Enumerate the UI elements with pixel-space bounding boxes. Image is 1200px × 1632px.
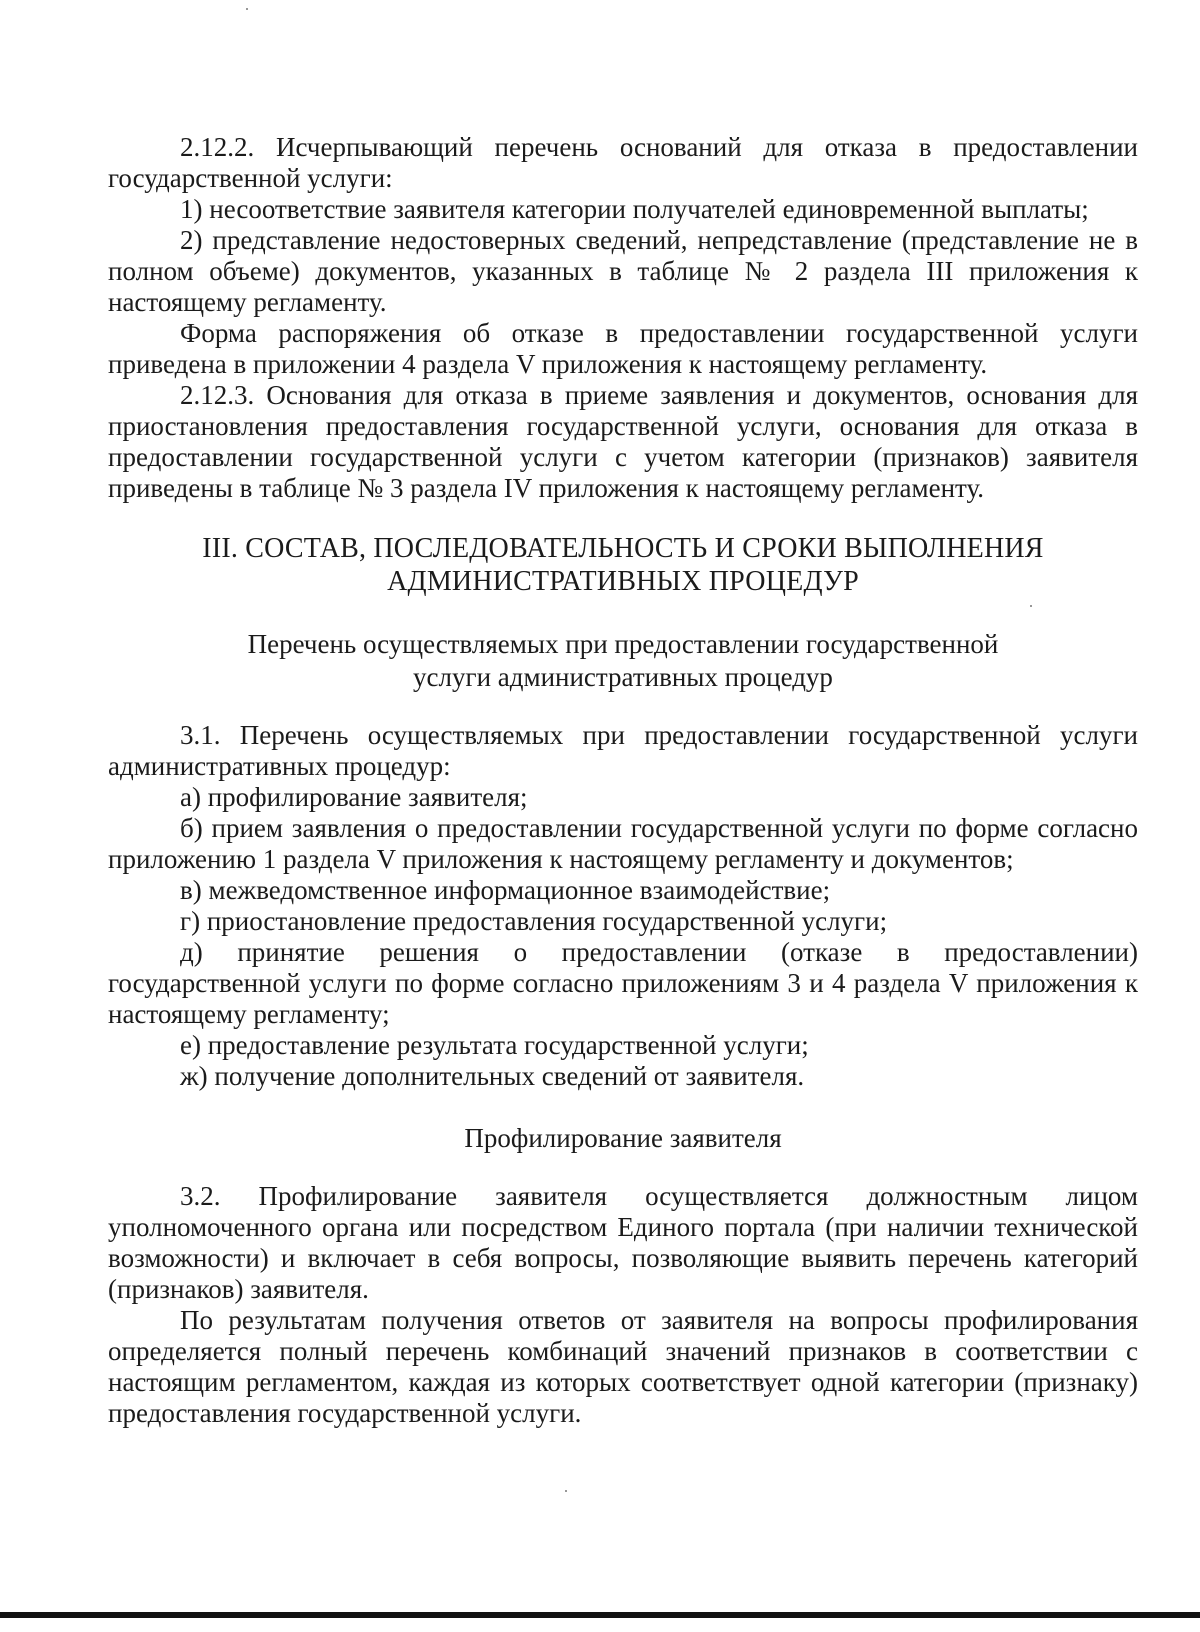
procedure-item-e: е) предоставление результата государственной услуги; [180,1030,809,1060]
section-heading-line-1: III. СОСТАВ, ПОСЛЕДОВАТЕЛЬНОСТЬ И СРОКИ ВЫПОЛНЕНИЯ [202,533,1044,564]
spacer [108,1155,1138,1181]
section-heading [108,532,1138,598]
procedure-item-zh: ж) получение дополнительных сведений от заявителя. [180,1061,805,1091]
paragraph-2-12-2: 2.12.2. Исчерпывающий перечень оснований для отказа в предоставлении государственной услуги: [108,132,1138,193]
procedure-item-v: в) межведомственное информационное взаимодействие; [180,875,831,905]
procedure-item-a: а) профилирование заявителя; [180,782,528,812]
scan-bottom-edge [0,1612,1200,1618]
procedure-item-b: б) прием заявления о предоставлении государственной услуги по форме согласно приложению 1 раздела V приложения к настоящему регламенту и документов; [108,813,1138,874]
paragraph-3-2: 3.2. Профилирование заявителя осуществляется должностным лицом уполномоченного органа или посредством Единого портала (при наличии технической возможности) и включает в себя вопросы, позволяющие выявить перечень категорий (признаков) заявителя. [108,1181,1138,1304]
paragraph-profiling-results: По результатам получения ответов от заявителя на вопросы профилирования определяется полный перечень комбинаций значений признаков в соответствии с настоящим регламентом, каждая из которых соответствует одной категории (признаку) предоставления государственной услуги. [108,1305,1138,1428]
list-item-1: 1) несоответствие заявителя категории получателей единовременной выплаты; [180,194,1089,224]
paragraph-3-1: 3.1. Перечень осуществляемых при предоставлении государственной услуги административных процедур: [108,720,1138,781]
subheading-procedures [108,628,1138,694]
procedure-item-g: г) приостановление предоставления государственной услуги; [180,906,888,936]
procedure-item-d: д) принятие решения о предоставлении (отказе в предоставлении) государственной услуги по форме согласно приложениям 3 и 4 раздела V приложения к настоящему регламенту; [108,937,1138,1029]
paragraph-2-12-3: 2.12.3. Основания для отказа в приеме заявления и документов, основания для приостановления предоставления государственной услуги, основания для отказа в предоставлении государственной услуги с учетом категории (признаков) заявителя приведены в таблице № 3 раздела IV приложения к настоящему регламенту. [108,380,1138,503]
document-page [108,132,1138,1429]
list-item-2: 2) представление недостоверных сведений, непредставление (представление не в полном объеме) документов, указанных в таблице № 2 раздела III приложения к настоящему регламенту. [108,225,1138,317]
spacer [108,694,1138,720]
subheading-line-1: Перечень осуществляемых при предоставлении государственной [247,629,999,659]
profiling-heading: Профилирование заявителя [464,1123,782,1153]
subheading-line-2: услуги административных процедур [413,662,833,692]
section-heading-line-2: АДМИНИСТРАТИВНЫХ ПРОЦЕДУР [387,566,859,597]
paragraph-refusal-form: Форма распоряжения об отказе в предоставлении государственной услуги приведена в приложении 4 раздела V приложения к настоящему регламенту. [108,318,1138,379]
scan-speck [246,8,248,10]
scan-speck [565,1490,567,1492]
scan-speck [1030,605,1032,607]
